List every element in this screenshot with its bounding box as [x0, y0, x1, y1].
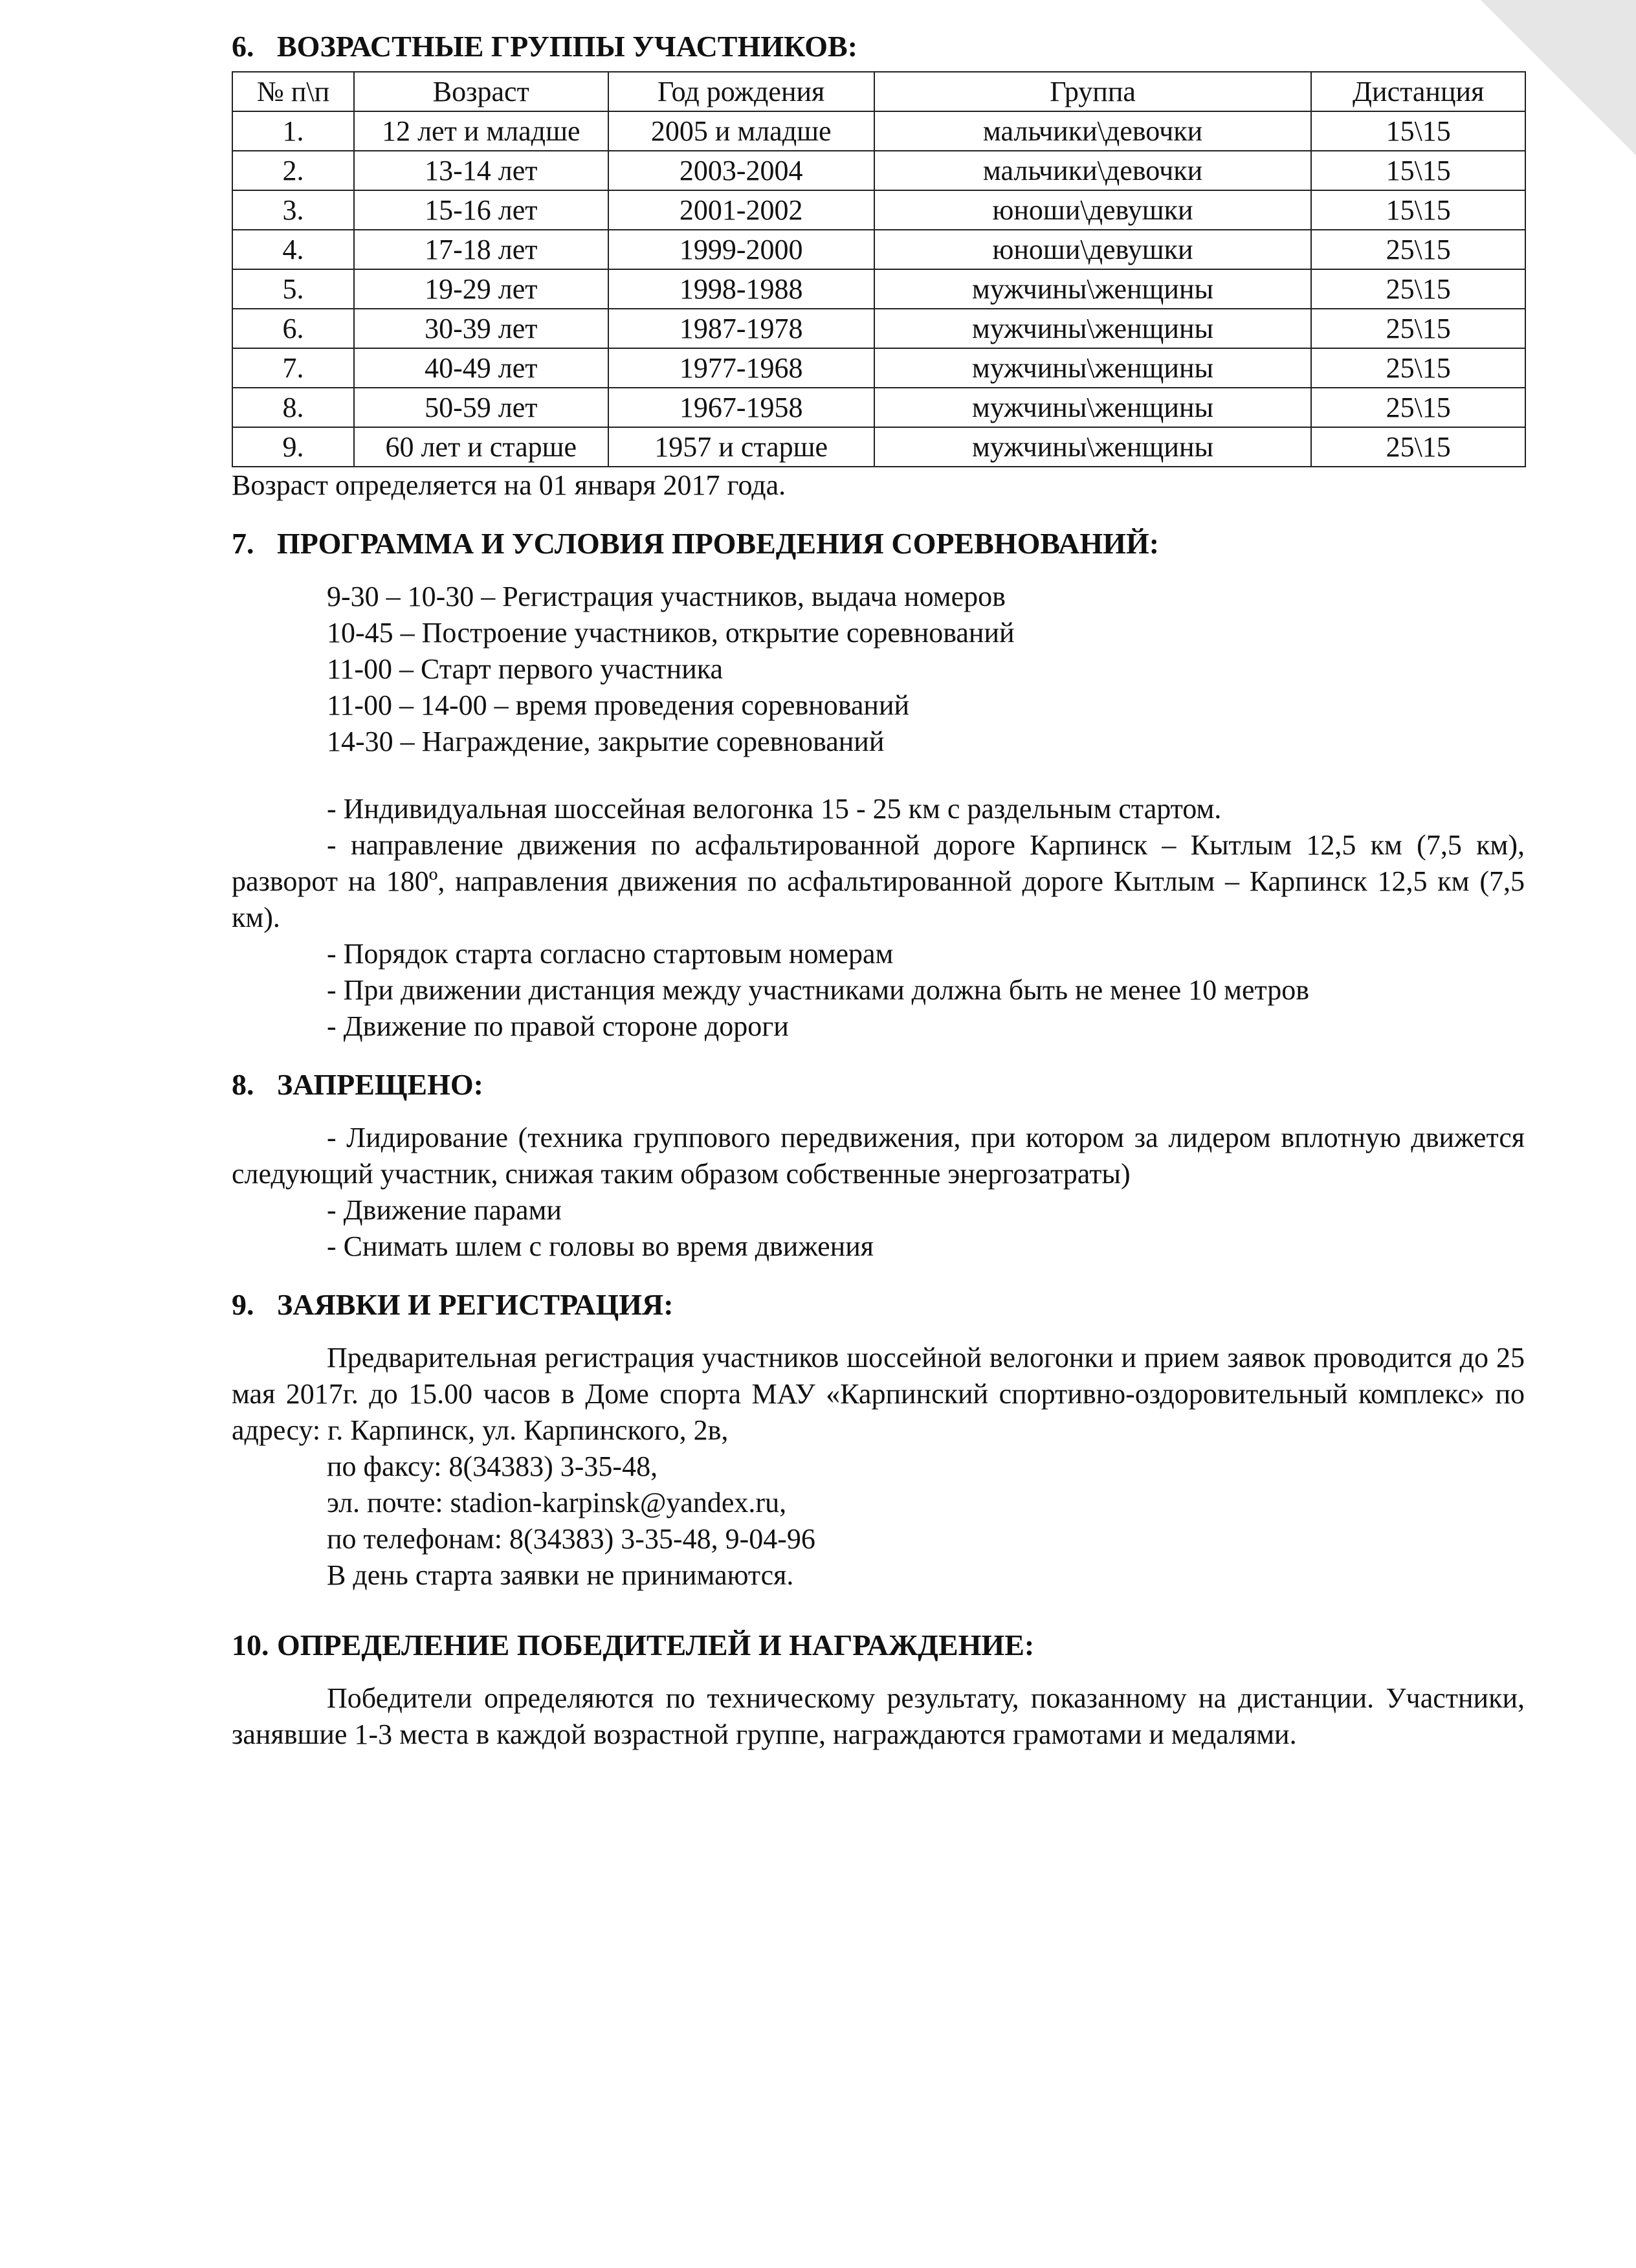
- table-row: [232, 388, 1525, 427]
- table-row: [232, 348, 1525, 388]
- section-number: 8.: [232, 1068, 254, 1101]
- rule-line: - направление движения по асфальтированной дороге Карпинск – Кытлым 12,5 км (7,5 км), разворот на 180º, направления движения по асфальтированной дороге Кытлым – Карпинск 12,5 км (7,5 км).: [232, 829, 1525, 933]
- group-cell: мальчики\девочки: [874, 151, 1312, 190]
- column-header: Дистанция: [1311, 72, 1525, 111]
- age-cell: 15-16 лет: [354, 190, 608, 230]
- section-9-heading: [232, 1284, 1525, 1326]
- group-cell: мужчины\женщины: [874, 269, 1312, 309]
- distance-cell: 25\15: [1311, 348, 1525, 388]
- contact-line: эл. почте: stadion-karpinsk@yandex.ru,: [327, 1487, 787, 1518]
- row-number-cell: 2.: [232, 151, 354, 190]
- distance-cell: 25\15: [1311, 427, 1525, 467]
- distance-cell: 15\15: [1311, 190, 1525, 230]
- distance-cell: 25\15: [1311, 309, 1525, 348]
- column-header: Группа: [874, 72, 1312, 111]
- age-note: Возраст определяется на 01 января 2017 года.: [232, 469, 786, 501]
- section-8-heading: [232, 1064, 1525, 1106]
- table-row: [232, 269, 1525, 309]
- section-number: 10.: [232, 1629, 269, 1662]
- age-cell: 30-39 лет: [354, 309, 608, 348]
- contact-line: В день старта заявки не принимаются.: [327, 1559, 794, 1591]
- age-cell: 17-18 лет: [354, 230, 608, 269]
- birth-year-cell: 1977-1968: [608, 348, 874, 388]
- age-cell: 40-49 лет: [354, 348, 608, 388]
- table-row: [232, 151, 1525, 190]
- column-header: Возраст: [354, 72, 608, 111]
- column-header: Год рождения: [608, 72, 874, 111]
- table-header-row: [232, 72, 1525, 111]
- section-number: 9.: [232, 1288, 254, 1321]
- age-groups-table: [232, 71, 1526, 467]
- birth-year-cell: 1967-1958: [608, 388, 874, 427]
- group-cell: мальчики\девочки: [874, 111, 1312, 151]
- distance-cell: 25\15: [1311, 269, 1525, 309]
- section-7-heading: [232, 523, 1525, 564]
- group-cell: юноши\девушки: [874, 190, 1312, 230]
- birth-year-cell: 1957 и старше: [608, 427, 874, 467]
- birth-year-cell: 1998-1988: [608, 269, 874, 309]
- rule-line: - При движении дистанция между участниками должна быть не менее 10 метров: [327, 974, 1310, 1006]
- birth-year-cell: 2003-2004: [608, 151, 874, 190]
- distance-cell: 25\15: [1311, 388, 1525, 427]
- age-cell: 60 лет и старше: [354, 427, 608, 467]
- row-number-cell: 8.: [232, 388, 354, 427]
- prohibited-item: - Движение парами: [327, 1194, 562, 1226]
- section-title: ЗАПРЕЩЕНО:: [277, 1068, 483, 1101]
- contact-line: по факсу: 8(34383) 3-35-48,: [327, 1451, 658, 1482]
- registration-paragraph: Предварительная регистрация участников шоссейной велогонки и прием заявок проводится до 25 мая 2017г. до 15.00 часов в Доме спорта МАУ «Карпинский спортивно-оздоровительный комплекс» по адресу: г. Карпинск, ул. Карпинского, 2в,: [232, 1342, 1525, 1446]
- schedule-line: 11-00 – Старт первого участника: [327, 653, 723, 685]
- distance-cell: 15\15: [1311, 111, 1525, 151]
- table-row: [232, 230, 1525, 269]
- distance-cell: 25\15: [1311, 230, 1525, 269]
- age-cell: 13-14 лет: [354, 151, 608, 190]
- table-row: [232, 309, 1525, 348]
- schedule-line: 11-00 – 14-00 – время проведения соревнований: [327, 689, 910, 721]
- section-number: 6.: [232, 30, 254, 63]
- row-number-cell: 7.: [232, 348, 354, 388]
- section-10-heading: [232, 1625, 1525, 1666]
- group-cell: юноши\девушки: [874, 230, 1312, 269]
- schedule-line: 14-30 – Награждение, закрытие соревнований: [327, 726, 885, 757]
- birth-year-cell: 1999-2000: [608, 230, 874, 269]
- table-row: [232, 111, 1525, 151]
- rule-line: - Индивидуальная шоссейная велогонка 15 - 25 км с раздельным стартом.: [327, 793, 1222, 825]
- group-cell: мужчины\женщины: [874, 388, 1312, 427]
- schedule-line: 10-45 – Построение участников, открытие соревнований: [327, 617, 1015, 649]
- section-number: 7.: [232, 527, 254, 560]
- birth-year-cell: 2005 и младше: [608, 111, 874, 151]
- row-number-cell: 4.: [232, 230, 354, 269]
- schedule-line: 9-30 – 10-30 – Регистрация участников, выдача номеров: [327, 581, 1006, 612]
- age-cell: 12 лет и младше: [354, 111, 608, 151]
- group-cell: мужчины\женщины: [874, 348, 1312, 388]
- section-title: ПРОГРАММА И УСЛОВИЯ ПРОВЕДЕНИЯ СОРЕВНОВАНИЙ:: [277, 527, 1160, 560]
- table-row: [232, 427, 1525, 467]
- distance-cell: 15\15: [1311, 151, 1525, 190]
- document-content: [232, 26, 1525, 1753]
- row-number-cell: 1.: [232, 111, 354, 151]
- birth-year-cell: 1987-1978: [608, 309, 874, 348]
- section-title: ЗАЯВКИ И РЕГИСТРАЦИЯ:: [277, 1288, 674, 1321]
- winners-paragraph: Победители определяются по техническому результату, показанному на дистанции. Участники, занявшие 1-3 места в каждой возрастной группе, награждаются грамотами и медалями.: [232, 1682, 1525, 1750]
- rule-line: - Движение по правой стороне дороги: [327, 1010, 789, 1042]
- column-header: № п\п: [232, 72, 354, 111]
- section-title: ВОЗРАСТНЫЕ ГРУППЫ УЧАСТНИКОВ:: [277, 30, 858, 63]
- prohibited-item: - Снимать шлем с головы во время движения: [327, 1230, 874, 1262]
- row-number-cell: 3.: [232, 190, 354, 230]
- prohibited-item: - Лидирование (техника группового передвижения, при котором за лидером вплотную движется следующий участник, снижая таким образом собственные энергозатраты): [232, 1122, 1525, 1190]
- birth-year-cell: 2001-2002: [608, 190, 874, 230]
- group-cell: мужчины\женщины: [874, 427, 1312, 467]
- table-row: [232, 190, 1525, 230]
- section-6-heading: [232, 26, 1525, 67]
- row-number-cell: 5.: [232, 269, 354, 309]
- section-title: ОПРЕДЕЛЕНИЕ ПОБЕДИТЕЛЕЙ И НАГРАЖДЕНИЕ:: [277, 1629, 1035, 1662]
- age-cell: 19-29 лет: [354, 269, 608, 309]
- row-number-cell: 9.: [232, 427, 354, 467]
- age-cell: 50-59 лет: [354, 388, 608, 427]
- row-number-cell: 6.: [232, 309, 354, 348]
- contact-line: по телефонам: 8(34383) 3-35-48, 9-04-96: [327, 1523, 815, 1555]
- group-cell: мужчины\женщины: [874, 309, 1312, 348]
- rule-line: - Порядок старта согласно стартовым номерам: [327, 938, 894, 970]
